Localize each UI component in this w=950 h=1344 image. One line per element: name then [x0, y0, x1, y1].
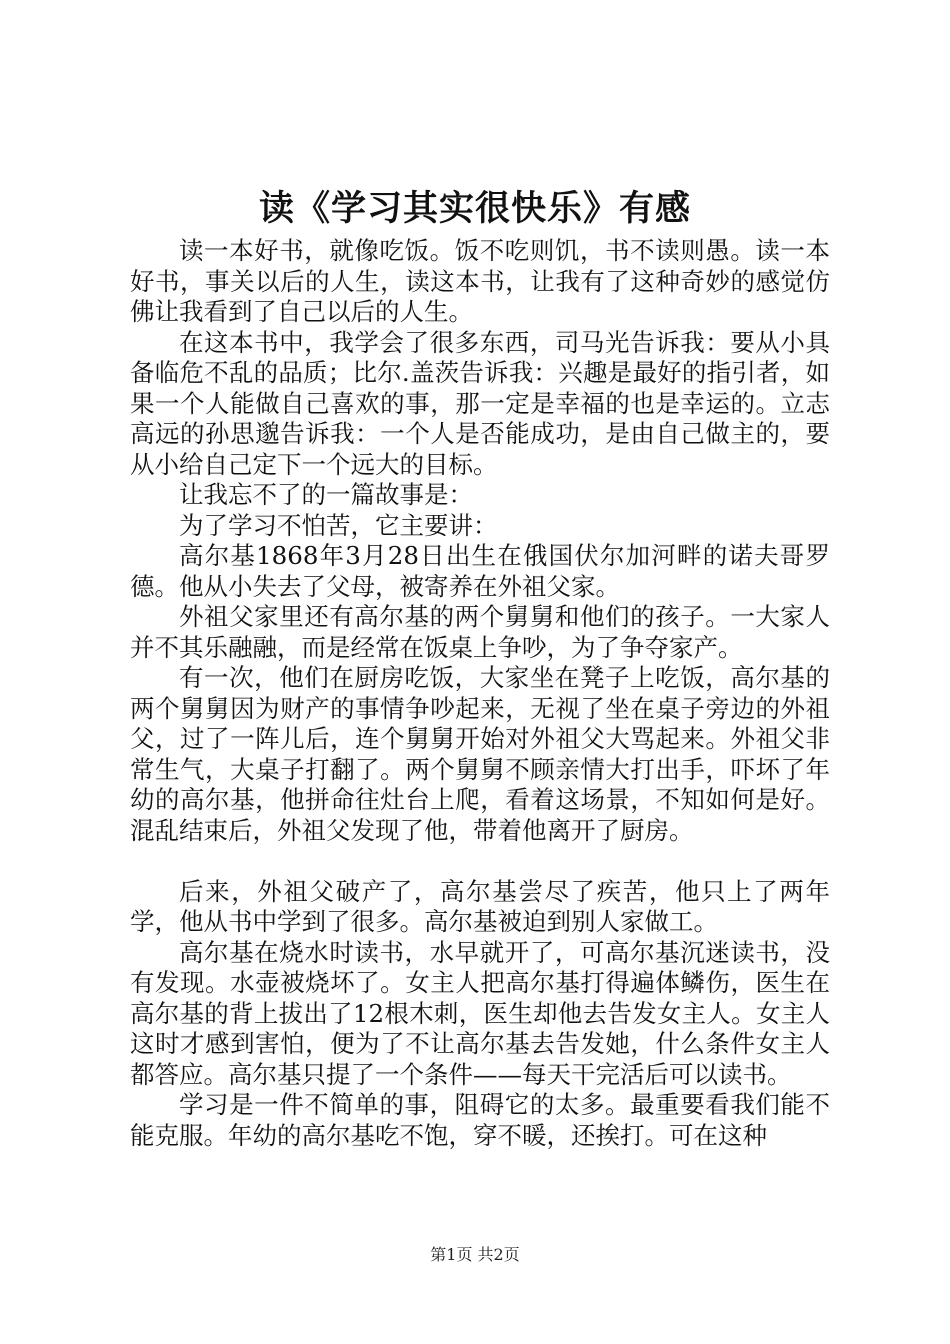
document-body	[130, 236, 830, 1151]
paragraph: 让我忘不了的一篇故事是：	[179, 480, 473, 509]
paragraph: 有一次，他们在厨房吃饭，大家坐在凳子上吃饭，高尔基的两个舅舅因为财产的事情争吵起来，无视了坐在桌子旁边的外祖父，过了一阵儿后，连个舅舅开始对外祖父大骂起来。外祖父非常生气，大桌子打翻了。两个舅舅不顾亲情大打出手，吓坏了年幼的高尔基，他拼命往灶台上爬，看着这场景，不知如何是好。混乱结束后，外祖父发现了他，带着他离开了厨房。	[130, 663, 830, 845]
paragraph: 学习是一件不简单的事，阻碍它的太多。最重要看我们能不能克服。年幼的高尔基吃不饱，穿不暖，还挨打。可在这种	[130, 1090, 830, 1150]
paragraph: 读一本好书，就像吃饭。饭不吃则饥，书不读则愚。读一本好书，事关以后的人生，读这本书，让我有了这种奇妙的感觉仿佛让我看到了自己以后的人生。	[130, 236, 830, 326]
paragraph: 在这本书中，我学会了很多东西，司马光告诉我：要从小具备临危不乱的品质；比尔.盖茨告诉我：兴趣是最好的指引者，如果一个人能做自己喜欢的事，那一定是幸福的也是幸运的。立志高远的孙思邈告诉我：一个人是否能成功，是由自己做主的，要从小给自己定下一个远大的目标。	[130, 327, 830, 479]
paragraph: 外祖父家里还有高尔基的两个舅舅和他们的孩子。一大家人并不其乐融融，而是经常在饭桌上争吵，为了争夺家产。	[130, 602, 830, 662]
paragraph: 高尔基在烧水时读书，水早就开了，可高尔基沉迷读书，没有发现。水壶被烧坏了。女主人把高尔基打得遍体鳞伤，医生在高尔基的背上拔出了12根木刺，医生却他去告发女主人。女主人这时才感到害怕，便为了不让高尔基去告发她，什么条件女主人都答应。高尔基只提了一个条件——每天干完活后可以读书。	[130, 937, 830, 1089]
blank-line	[130, 846, 830, 877]
paragraph: 后来，外祖父破产了，高尔基尝尽了疾苦，他只上了两年学，他从书中学到了很多。高尔基被迫到别人家做工。	[130, 876, 830, 936]
paragraph: 高尔基1868年3月28日出生在俄国伏尔加河畔的诺夫哥罗德。他从小失去了父母，被寄养在外祖父家。	[130, 541, 830, 601]
page-title: 读《学习其实很快乐》有感	[258, 188, 691, 229]
page-number: 第1页 共2页	[430, 1245, 520, 1264]
paragraph: 为了学习不怕苦，它主要讲：	[179, 510, 498, 540]
